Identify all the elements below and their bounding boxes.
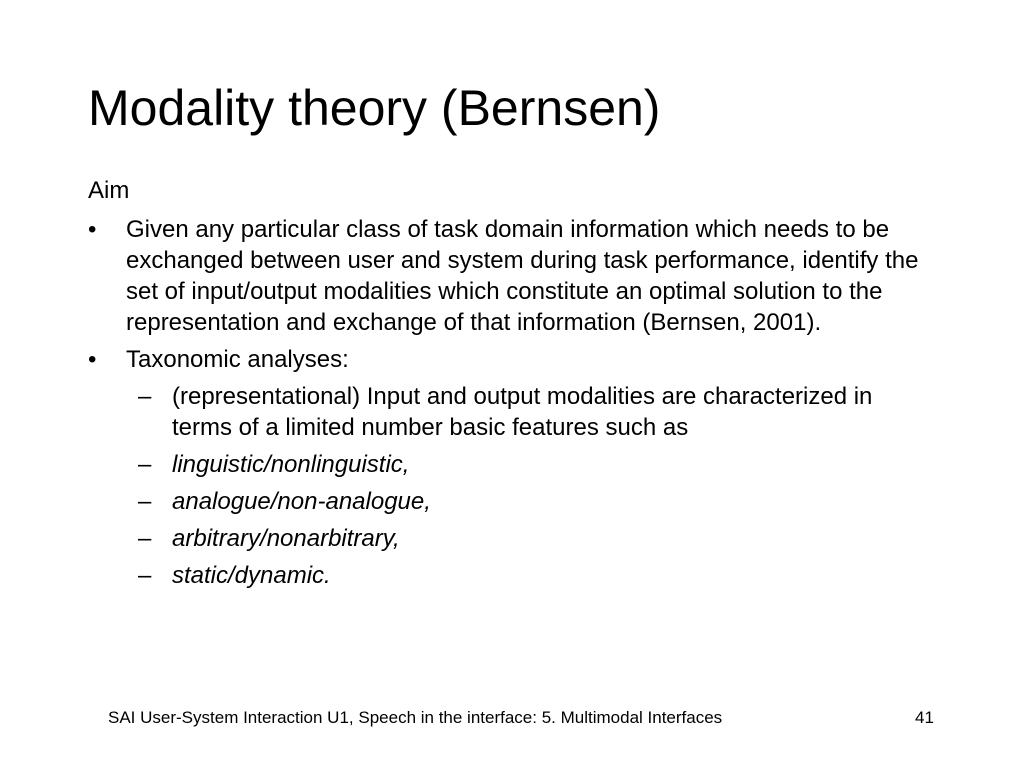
footer-text: SAI User-System Interaction U1, Speech in the interface: 5. Multimodal Interfaces <box>108 708 723 727</box>
bullet-item <box>88 344 928 375</box>
sub-item-text: analogue/non-analogue, <box>172 488 431 515</box>
dash-icon: – <box>138 451 152 478</box>
sub-item <box>88 560 928 591</box>
sub-item <box>88 381 928 443</box>
sub-item-text: linguistic/nonlinguistic, <box>172 451 410 478</box>
sub-item-text: arbitrary/nonarbitrary, <box>172 525 400 552</box>
sub-item-text: static/dynamic. <box>172 562 331 589</box>
bullet-item <box>88 214 928 338</box>
dash-icon: – <box>138 562 152 589</box>
sub-item-text: (representational) Input and output modalities are characterized in terms of a limited number basic features such as <box>172 383 873 441</box>
slide-title: Modality theory (Bernsen) <box>88 80 661 136</box>
aim-label: Aim <box>88 177 130 204</box>
sub-item <box>88 523 928 554</box>
sub-item <box>88 486 928 517</box>
bullet-text: Given any particular class of task domain information which needs to be exchanged between user and system during task performance, identify the set of input/output modalities which constitute an optimal solution to the representation and exchange of that information (Bernsen, 2001). <box>126 216 919 336</box>
dash-icon: – <box>138 488 152 515</box>
dash-icon: – <box>138 383 152 410</box>
bullet-icon: • <box>88 216 97 243</box>
bullet-text: Taxonomic analyses: <box>126 346 349 373</box>
sub-list <box>88 381 928 591</box>
dash-icon: – <box>138 525 152 552</box>
slide-content <box>88 176 928 597</box>
sub-item <box>88 449 928 480</box>
page-number: 41 <box>915 708 934 727</box>
bullet-icon: • <box>88 346 97 373</box>
